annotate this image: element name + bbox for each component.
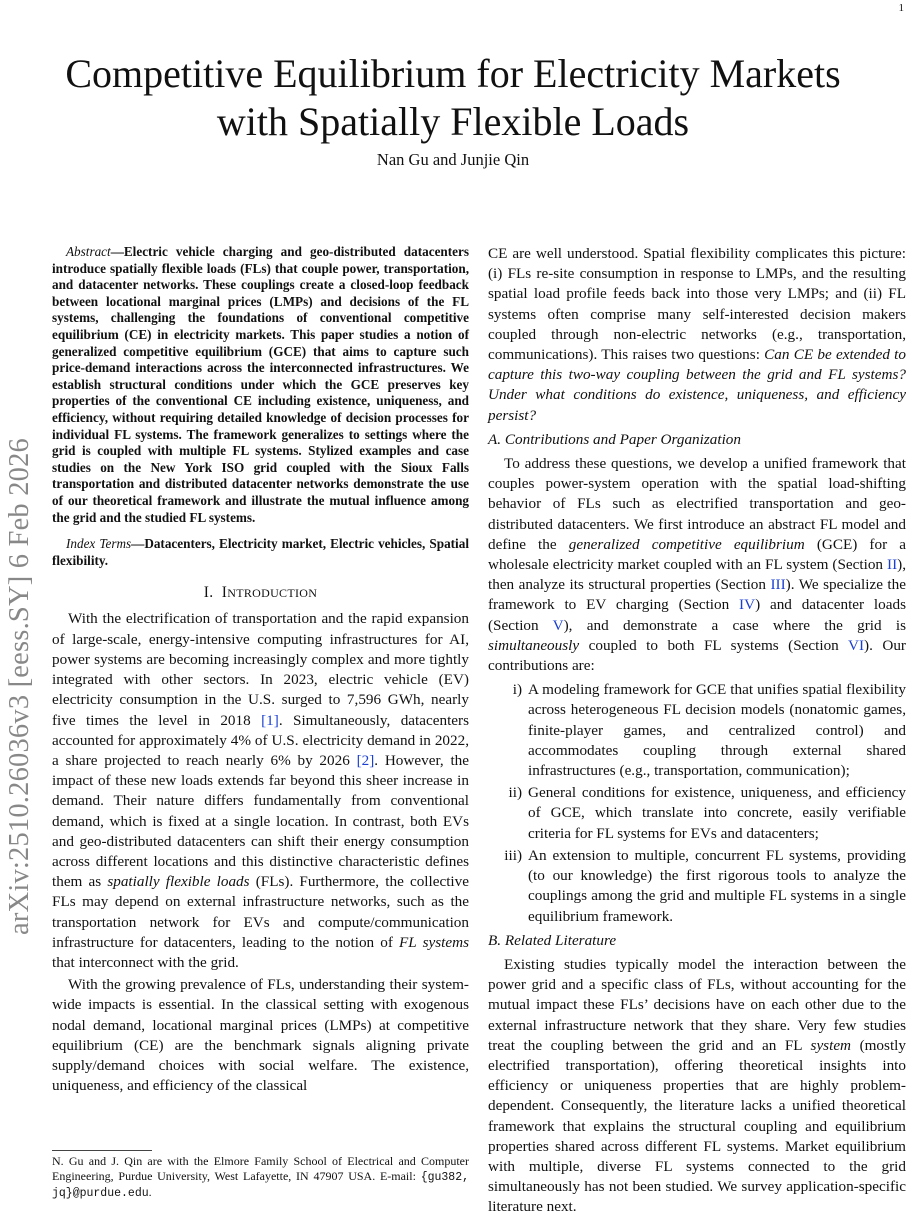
abstract-label: Abstract [66, 244, 111, 259]
contrib-heading: A. Contributions and Paper Organization [488, 430, 741, 448]
list-item-text: A modeling framework for GCE that unifies spatial flexibility across heterogeneous FL decision models (nonatomic games, finite-player games, and centralized control) and accommodates coupling through external shared infrastructures (e.g., transportation, communication); [528, 681, 906, 780]
intro-paragraph-2: With the growing prevalence of FLs, understanding their system-wide impacts is essential. In the classical setting with exogenous nodal demand, locational marginal prices (LMPs) at competitive equilibrium (CE) are the benchmark signals aligning private supply/demand choices with social welfare. The existence, uniqueness, and efficiency of the classical [52, 976, 469, 1095]
contrib-p-c: ), then analyze its structural properties (Section [488, 556, 906, 594]
related-heading: B. Related Literature [488, 931, 617, 949]
intro-p1-a: With the electrification of transportation and the rapid expansion of large-scale, energy-intensive computing infrastructures for AI, power systems are becoming increasingly complex and more tightly integrated with other sectors. In 2023, electric vehicle (EV) electricity consumption in the U.S. surged to 7,596 GWh, nearly five times the level in 2018 [52, 610, 469, 729]
section-ref-2-link[interactable]: II [887, 556, 898, 574]
section-ref-6-link[interactable]: VI [848, 636, 865, 654]
intro-p1-d: (FLs). Furthermore, the collective FLs may depend on external infrastructure networks, such as the transportation network for EVs and compute/communication infrastructure for datacenters, leading to the notion of [52, 873, 469, 951]
footnote-text: N. Gu and J. Qin are with the Elmore Family School of Electrical and Computer Engineering, Purdue University, West Lafayette, IN 47907 USA. E-mail: [52, 1154, 469, 1184]
contrib-em2: simultaneously [488, 636, 580, 654]
intro-paragraph-2-cont [488, 244, 906, 426]
intro-p1-c: . However, the impact of these new loads extends far beyond this sheer increase in demand. Their nature differs fundamentally from conventional demand, which is fixed at a single location. In contrast, both EVs and geo-distributed datacenters can shift their energy consumption across different locations and this distinctive characteristic defines them as [52, 751, 470, 891]
related-paragraph [488, 955, 906, 1218]
abstract [52, 244, 469, 526]
list-item [488, 680, 906, 781]
intro-heading [52, 583, 469, 603]
contributions-list [488, 680, 906, 926]
title-line-2: with Spatially Flexible Loads [216, 99, 690, 144]
list-item [488, 846, 906, 927]
intro-p1-e: that interconnect with the grid. [52, 953, 239, 971]
intro-p1-em2: FL systems [399, 933, 469, 951]
paper-title [0, 50, 906, 146]
related-p-b: (mostly electrified transportation), offering theoretical insights into efficiency or uniqueness properties that are highly problem-dependent. Consequently, the literature lacks a unified theoretical framework that explains the structural coupling and equilibrium properties shared across different FL systems. Market equilibrium with multiple, diverse FL systems connected to the grid simultaneously has not been studied. We survey application-specific literature next. [488, 1036, 906, 1216]
authors: Nan Gu and Junjie Qin [376, 150, 530, 169]
related-p-a: Existing studies typically model the interaction between the power grid and a specific class of FLs, without accounting for the mutual impact these FLs’ decisions have on each other due to the external infrastructure network that they share. Very few studies treat the coupling between the grid and an FL [488, 955, 906, 1054]
intro-p1-b: . Simultaneously, datacenters accounted for approximately 4% of U.S. electricity demand in 2022, a share projected to reach nearly 6% by 2026 [52, 711, 469, 769]
intro-heading-first: I [221, 584, 228, 602]
contrib-p-e: ) and datacenter loads (Section [488, 596, 906, 634]
list-item-number: iii) [504, 846, 522, 864]
contrib-em1: generalized competitive equilibrium [568, 535, 805, 553]
abstract-text: —Electric vehicle charging and geo-distributed datacenters introduce spatially flexible loads (FLs) that couple power, transportation, and datacenter networks. These couplings create a closed-loop feedback between locational marginal prices (LMPs) and decisions of the FL systems, challenging the foundations of conventional competitive equilibrium (CE) in electricity markets. This paper studies a notion of generalized competitive equilibrium (GCE) that aims to capture such price-demand interactions across the interconnected infrastructures. We establish structural conditions under which the GCE preserves key properties of the conventional CE including existence, uniqueness, and efficiency, without requiring detailed knowledge of decision processes for individual FL systems. The framework generalizes to settings where the grid is coupled with multiple FL systems. Stylized examples and case studies on the New York ISO grid coupled with the Sioux Falls transportation and distributed datacenter networks demonstrate the use of our theoretical framework and illustrate the mutual influence among the grid and the studied FL systems. [52, 244, 469, 525]
section-ref-4-link[interactable]: IV [739, 596, 756, 614]
contrib-p-f: ), and demonstrate a case where the grid is [563, 616, 906, 634]
intro-paragraph-1 [52, 609, 469, 973]
footnote-end: . [148, 1185, 152, 1200]
list-item-text: An extension to multiple, concurrent FL systems, providing (to our knowledge) the first rigorous tools to analyze the couplings among the grid and multiple FL systems in a single equilibrium framework. [528, 846, 906, 925]
index-terms-label: Index Terms [66, 536, 132, 552]
intro-heading-rest: NTRODUCTION [227, 586, 318, 601]
list-item-text: General conditions for existence, uniqueness, and efficiency of GCE, which translate into concrete, easily verifiable criteria for FL systems for EVs and datacenters; [528, 784, 906, 842]
right-column [488, 244, 906, 1218]
intro-p2-cont: CE are well understood. Spatial flexibility complicates this picture: (i) FLs re-site consumption in response to LMPs, and the resulting spatial load profile feeds back into those very LMPs; and (ii) FL systems often comprise many self-interested decision makers coupled through non-electric networks (e.g., transportation, communications). This raises two questions: [488, 245, 906, 364]
contrib-p-a: To address these questions, we develop a unified framework that couples power-system operation with the spatial load-shifting behavior of FLs such as electrified transportation and geo-distributed datacenters. We first introduce an abstract FL model and define the [488, 455, 906, 553]
contrib-p-d: ). We specialize the framework to EV charging (Section [488, 576, 906, 614]
arxiv-identifier: arXiv:2510.26036v3 [eess.SY] 6 Feb 2026 [4, 437, 35, 935]
section-ref-3-link[interactable]: III [770, 576, 786, 594]
list-item [488, 783, 906, 844]
list-item-number: i) [512, 681, 522, 699]
section-ref-5-link[interactable]: V [552, 616, 564, 634]
intro-question: Can CE be extended to capture this two-way coupling between the grid and FL systems? Under what conditions do existence, uniqueness, and efficiency persist? [488, 346, 906, 424]
contrib-p-b: (GCE) for a wholesale electricity market coupled with an FL system (Section [488, 535, 906, 574]
citation-1-link[interactable]: [1] [261, 711, 279, 729]
title-line-1: Competitive Equilibrium for Electricity Markets [65, 51, 841, 96]
page-number: 1 [898, 2, 904, 14]
index-terms [52, 536, 469, 569]
related-em: system [810, 1036, 852, 1054]
contrib-paragraph [488, 454, 906, 676]
left-column [52, 244, 469, 1096]
intro-p1-em1: spatially flexible loads [107, 873, 250, 891]
footnote-rule [52, 1150, 152, 1151]
footnote [52, 1154, 469, 1202]
intro-heading-num: I. [203, 584, 214, 602]
citation-2-link[interactable]: [2] [356, 751, 375, 769]
arxiv-side-banner [4, 0, 44, 1200]
index-terms-text: —Datacenters, Electricity market, Electric vehicles, Spatial flexibility. [52, 536, 469, 568]
footnote-email[interactable]: {gu382, jq}@purdue.edu [52, 1171, 469, 1201]
contrib-p-g: coupled to both FL systems (Section [579, 636, 848, 654]
list-item-number: ii) [508, 784, 522, 802]
contrib-p-h: ). Our contributions are: [488, 636, 906, 675]
